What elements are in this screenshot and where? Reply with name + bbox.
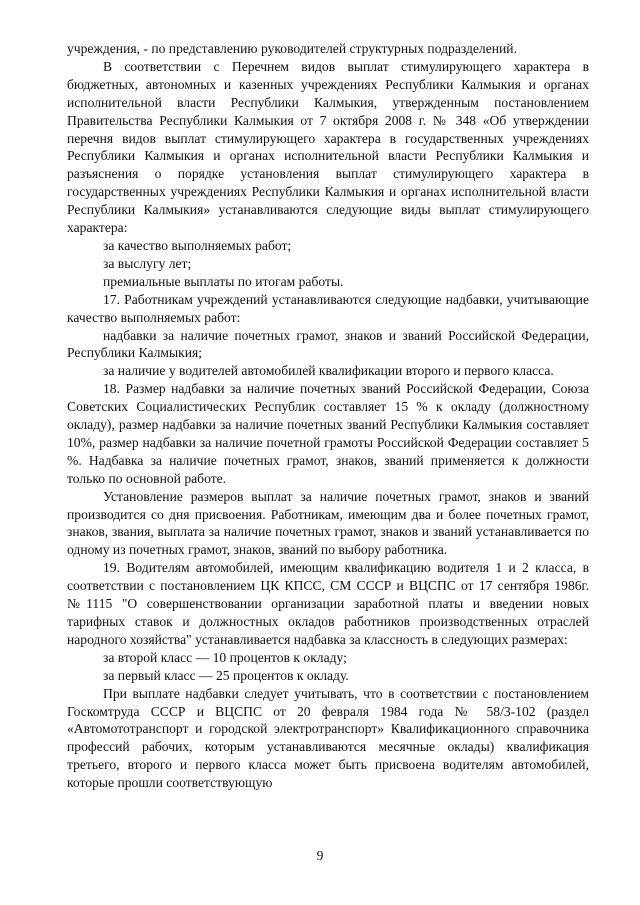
paragraph-payment-note: При выплате надбавки следует учитывать, что в соответствии с постановлением Госкомтруда СССР и ВЦСПС от 20 февраля 1984 года № 58/3-102 (раздел «Автомототранспорт и городской электротранспорт» Квалификационного справочника профессий рабочих, которым устанавливаются месячные оклады) квалификация третьего, второго и первого класса может быть присвоена водителям автомобилей, которые прошли соответствующую bbox=[67, 685, 589, 791]
page-number: 9 bbox=[316, 848, 324, 863]
document-body bbox=[67, 40, 589, 792]
paragraph-19: 19. Водителям автомобилей, имеющим квалификацию водителя 1 и 2 класса, в соответствии с постановлением ЦК КПСС, СМ СССР и ВЦСПС от 17 сентября 1986г. №1115 "О совершенствовании организации заработной платы и введении новых тарифных ставок и должностных окладов работников производственных отраслей народного хозяйства" устанавливается надбавка за классность в следующих размерах: bbox=[67, 560, 589, 647]
paragraph-18: 18. Размер надбавки за наличие почетных званий Российской Федерации, Союза Советских Социалистических Республик составляет 15 % к окладу (должностному окладу), размер надбавки за наличие почетных званий Республики Калмыкия составляет 10%, размер надбавки за наличие почетной грамоты Российской Федерации составляет 5 %. Надбавка за наличие почетных грамот, знаков, званий применяется к должности только по основной работе. bbox=[67, 381, 589, 486]
paragraph-17: 17. Работникам учреждений устанавливаются следующие надбавки, учитывающие качество выполняемых работ: bbox=[67, 291, 589, 325]
paragraph-award-setting: Установление размеров выплат за наличие почетных грамот, знаков и званий производится со дня присвоения. Работникам, имеющим два и более почетных грамот, знаков, звания, выплата за наличие почетных грамот, знаков и званий устанавливается по одному из почетных грамот, знаков, званий по выбору работника. bbox=[67, 488, 589, 558]
paragraph-awards: надбавки за наличие почетных грамот, знаков и званий Российской Федерации, Республики Калмыкия; bbox=[67, 327, 589, 361]
paragraph-2: В соответствии с Перечнем видов выплат стимулирующего характера в бюджетных, автономных и казенных учреждениях Республики Калмыкия и органах исполнительной власти Республики Калмыкия, утвержденным постановлением Правительства Республики Калмыкия от 7 октября 2008 г. № 348 «Об утверждении перечня видов выплат стимулирующего характера в государственных учреждениях Республики Калмыкия и органах исполнительной власти Республики Калмыкия и разъяснения о порядке установления выплат стимулирующего характера в государственных учреждениях Республики Калмыкия и органах исполнительной власти Республики Калмыкия» устанавливаются следующие виды выплат стимулирующего характера: bbox=[67, 58, 589, 236]
list-item-second-class: за второй класс — 10 процентов к окладу; bbox=[103, 649, 347, 665]
list-item-bonus: премиальные выплаты по итогам работы. bbox=[103, 273, 344, 289]
paragraph-drivers-class: за наличие у водителей автомобилей квалификации второго и первого класса. bbox=[103, 363, 554, 379]
paragraph-1: учреждения, - по представлению руководителей структурных подразделений. bbox=[67, 41, 517, 56]
list-item-quality: за качество выполняемых работ; bbox=[103, 237, 292, 253]
list-item-first-class: за первый класс — 25 процентов к окладу. bbox=[103, 667, 349, 683]
list-item-seniority: за выслугу лет; bbox=[103, 255, 192, 271]
